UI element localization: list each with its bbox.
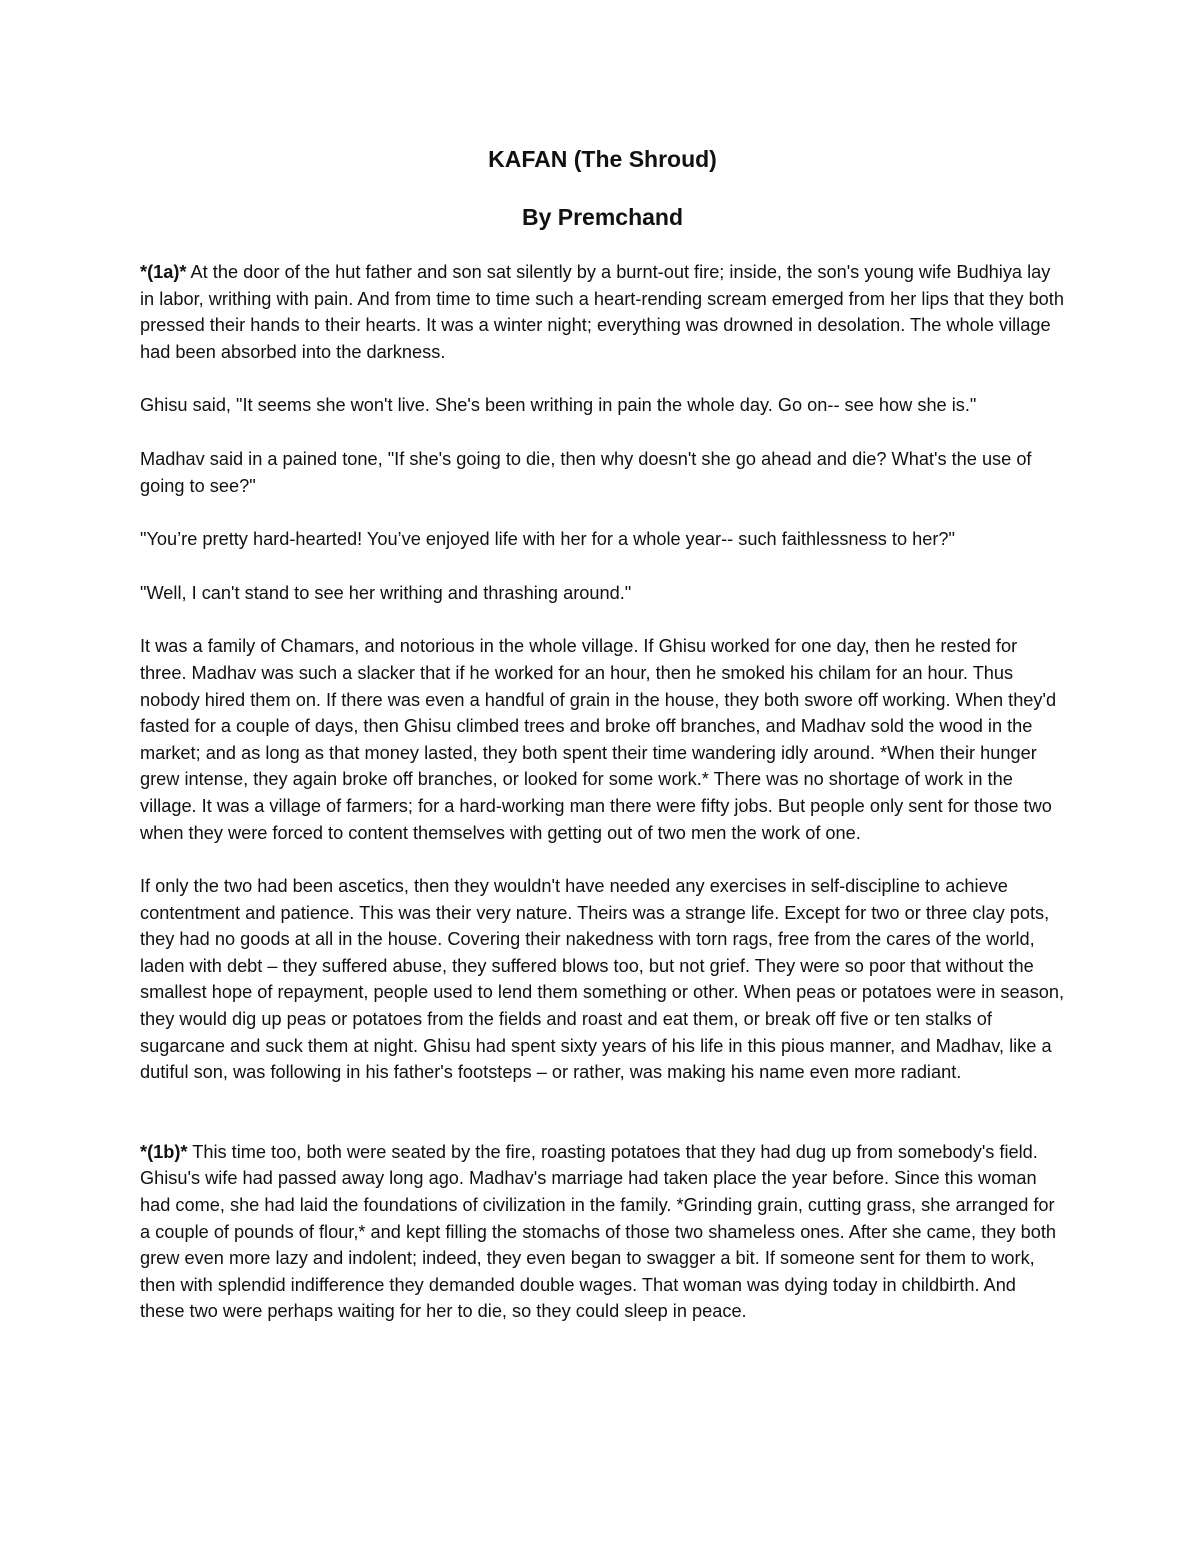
section-label-1b: *(1b)* [140, 1141, 188, 1162]
document-page [140, 145, 1065, 1325]
section-label-1a: *(1a)* [140, 262, 187, 282]
paragraph-cant-stand: "Well, I can't stand to see her writhing and thrashing around." [140, 582, 632, 603]
paragraph-ascetics: If only the two had been ascetics, then they wouldn't have needed any exercises in self-discipline to achieve contentment and patience. This was their very nature. Theirs was a strange life. Except for two or three clay pots, they had no goods at all in the house. Covering their nakedness with torn rags, free from the cares of the world, laden with debt – they suffered abuse, they suffered blows too, but not grief. They were so poor that without the smallest hope of repayment, people used to lend them something or other. When peas or potatoes were in season, they would dig up peas or potatoes from the fields and roast and eat them, or break off five or ten stalks of sugarcane and suck them at night. Ghisu had spent sixty years of his life in this pious manner, and Madhav, like a dutiful son, was following in his father's footsteps – or rather, was making his name even more radiant. [140, 876, 1065, 1083]
paragraph-text: This time too, both were seated by the fire, roasting potatoes that they had dug up from somebody's field. Ghisu's wife had passed away long ago. Madhav's marriage had taken place the year before. Since this woman had come, she had laid the foundations of civilization in the family. *Grinding grain, cutting grass, she arranged for a couple of pounds of flour,* and kept filling the stomachs of those two shameless ones. After she came, they both grew even more lazy and indolent; indeed, they even began to swagger a bit. If someone sent for them to work, then with splendid indifference they demanded double wages. That woman was dying today in childbirth. And these two were perhaps waiting for her to die, so they could sleep in peace. [140, 1141, 1056, 1322]
paragraph-hard-hearted: "You’re pretty hard-hearted! You’ve enjoyed life with her for a whole year-- such faithlessness to her?" [140, 529, 955, 550]
paragraph-ghisu-said: Ghisu said, "It seems she won't live. She's been writhing in pain the whole day. Go on-- see how she is." [140, 395, 977, 416]
paragraph-madhav-said: Madhav said in a pained tone, "If she's going to die, then why doesn't she go ahead and die? What's the use of going to see?" [140, 448, 1032, 496]
document-author: By Premchand [521, 204, 684, 230]
paragraph-family-of-chamars: It was a family of Chamars, and notorious in the whole village. If Ghisu worked for one day, then he rested for three. Madhav was such a slacker that if he worked for an hour, then he smoked his chilam for an hour. Thus nobody hired them on. If there was even a handful of grain in the house, they both swore off working. When they'd fasted for a couple of days, then Ghisu climbed trees and broke off branches, and Madhav sold the wood in the market; and as long as that money lasted, they both spent their time wandering idly around. *When their hunger grew intense, they again broke off branches, or looked for some work.* There was no shortage of work in the village. It was a village of farmers; for a hard-working man there were fifty jobs. But people only sent for those two when they were forced to content themselves with getting out of two men the work of one. [140, 636, 1057, 843]
paragraph-text: At the door of the hut father and son sat silently by a burnt-out fire; inside, the son's young wife Budhiya lay in labor, writhing with pain. And from time to time such a heart-rending scream emerged from her lips that they both pressed their hands to their hearts. It was a winter night; everything was drowned in desolation. The whole village had been absorbed into the darkness. [140, 262, 1064, 362]
paragraph-1b [140, 1139, 1065, 1325]
document-title: KAFAN (The Shroud) [488, 146, 717, 172]
paragraph-1a [140, 259, 1065, 365]
